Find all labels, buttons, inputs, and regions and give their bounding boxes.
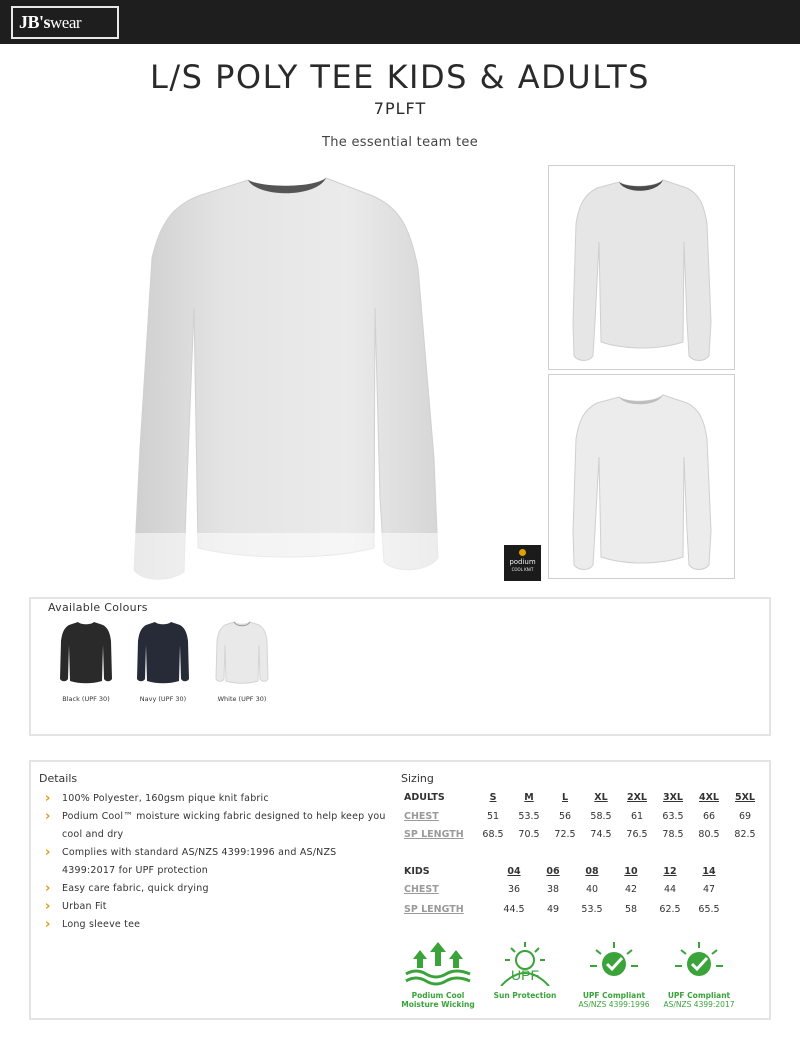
adults-chest-label: CHEST — [404, 811, 439, 822]
adults-chest-cell: 66 — [702, 811, 716, 822]
podium-logo-sub: COOL KNIT — [511, 567, 534, 572]
size-header: 12 — [663, 866, 677, 877]
detail-item: › Complies with standard AS/NZS 4399:1996 and AS/NZS 4399:2017 for UPF protection — [45, 845, 337, 876]
kids-chest-cell: 38 — [546, 884, 560, 895]
shirt-back-image — [559, 172, 724, 364]
sun-check-icon — [580, 940, 648, 986]
adults-length-cell: 76.5 — [626, 829, 648, 840]
kids-chest-cell: 36 — [507, 884, 521, 895]
details-sizing-panel — [29, 760, 771, 1020]
available-colours-panel — [29, 597, 771, 736]
brand-main: JB's — [19, 12, 51, 32]
product-tagline: The essential team tee — [321, 135, 479, 150]
kids-length-cell: 65.5 — [698, 904, 720, 915]
adults-length-cell: 72.5 — [554, 829, 576, 840]
kids-chest-cell: 42 — [624, 884, 638, 895]
size-header: 4XL — [699, 792, 719, 803]
colour-label: Black (UPF 30) — [62, 695, 110, 703]
kids-chest-cell: 40 — [585, 884, 599, 895]
badge-line1: Sun Protection — [493, 991, 557, 1000]
size-header: XL — [594, 792, 608, 803]
adults-length-cell: 68.5 — [482, 829, 504, 840]
thumbnail-front[interactable] — [548, 374, 735, 579]
colour-swatch-black[interactable] — [51, 619, 121, 707]
top-bar — [0, 0, 800, 44]
detail-item: › Podium Cool™ moisture wicking fabric designed to help keep you cool and dry — [45, 809, 386, 840]
adults-length-label: SP LENGTH — [404, 829, 464, 840]
main-shirt-image — [128, 168, 448, 588]
badge-line1: UPF Compliant — [667, 991, 731, 1000]
product-title: L/S POLY TEE KIDS & ADULTS — [150, 58, 650, 96]
adults-label: ADULTS — [404, 792, 445, 803]
kids-label: KIDS — [404, 866, 430, 877]
brand-logo[interactable] — [11, 6, 119, 39]
adults-length-cell: 78.5 — [662, 829, 684, 840]
detail-item: › Urban Fit — [45, 899, 107, 914]
badge-line2: Moisture Wicking — [401, 1000, 475, 1009]
details-list — [45, 790, 390, 934]
shirt-front-image — [559, 381, 724, 573]
sizing-title: Sizing — [401, 772, 434, 785]
size-header: 08 — [585, 866, 599, 877]
podium-logo-word: podium — [509, 558, 536, 566]
sun-upf-icon — [491, 940, 559, 986]
details-title: Details — [39, 772, 78, 785]
sun-check-icon — [665, 940, 733, 986]
size-header: 2XL — [627, 792, 647, 803]
black-shirt-icon — [59, 619, 113, 685]
white-shirt-icon — [215, 619, 269, 685]
badge-line1: UPF Compliant — [582, 991, 646, 1000]
chevron-right-icon: › — [45, 899, 51, 914]
product-code: 7PLFT — [373, 99, 427, 118]
badge-line2: AS/NZS 4399:2017 — [663, 1000, 735, 1009]
size-header: L — [561, 792, 569, 803]
adults-chest-cell: 56 — [558, 811, 572, 822]
adults-chest-cell: 53.5 — [518, 811, 540, 822]
podium-logo — [504, 545, 541, 581]
colour-label: White (UPF 30) — [217, 695, 267, 703]
kids-chest-cell: 44 — [663, 884, 677, 895]
brand-sub: wear — [50, 13, 82, 32]
colour-swatch-white[interactable] — [207, 619, 277, 707]
podium-dot-icon — [519, 549, 526, 556]
navy-shirt-icon — [136, 619, 190, 685]
size-header: 10 — [624, 866, 638, 877]
adults-chest-cell: 63.5 — [662, 811, 684, 822]
adults-length-cell: 80.5 — [698, 829, 720, 840]
badge-line1: Podium Cool — [411, 991, 465, 1000]
kids-length-cell: 62.5 — [659, 904, 681, 915]
size-header: 3XL — [663, 792, 683, 803]
size-header: 04 — [507, 866, 521, 877]
badge-line2: AS/NZS 4399:1996 — [578, 1000, 650, 1009]
size-header: 14 — [702, 866, 716, 877]
kids-length-label: SP LENGTH — [404, 904, 464, 915]
chevron-right-icon: › — [45, 845, 51, 860]
kids-length-cell: 44.5 — [503, 904, 525, 915]
detail-item: › 100% Polyester, 160gsm pique knit fabric — [45, 791, 269, 806]
badge-upf-sun — [480, 940, 570, 1000]
size-header: M — [524, 792, 534, 803]
detail-item: › Easy care fabric, quick drying — [45, 881, 209, 896]
colour-label: Navy (UPF 30) — [139, 695, 187, 703]
chevron-right-icon: › — [45, 881, 51, 896]
chevron-right-icon: › — [45, 791, 51, 806]
chevron-right-icon: › — [45, 809, 51, 824]
kids-chest-label: CHEST — [404, 884, 439, 895]
size-header: S — [489, 792, 497, 803]
badge-upf-1996 — [569, 940, 659, 1009]
chevron-right-icon: › — [45, 917, 51, 932]
badge-upf-2017 — [654, 940, 744, 1009]
thumbnail-back[interactable] — [548, 165, 735, 370]
adults-chest-cell: 51 — [486, 811, 500, 822]
kids-chest-cell: 47 — [702, 884, 716, 895]
adults-length-cell: 82.5 — [734, 829, 756, 840]
kids-length-cell: 49 — [546, 904, 560, 915]
kids-length-cell: 58 — [624, 904, 638, 915]
colour-swatch-navy[interactable] — [128, 619, 198, 707]
size-header: 5XL — [735, 792, 755, 803]
adults-chest-cell: 58.5 — [590, 811, 612, 822]
adults-length-cell: 70.5 — [518, 829, 540, 840]
detail-item: › Long sleeve tee — [45, 917, 141, 932]
moisture-wicking-icon — [404, 940, 472, 986]
adults-chest-cell: 69 — [738, 811, 752, 822]
adults-chest-cell: 61 — [630, 811, 644, 822]
badge-podium-cool — [393, 940, 483, 1009]
kids-length-cell: 53.5 — [581, 904, 603, 915]
size-header: 06 — [546, 866, 560, 877]
upf-mark-text: UPF — [511, 967, 539, 983]
colours-title: Available Colours — [48, 601, 148, 614]
adults-length-cell: 74.5 — [590, 829, 612, 840]
